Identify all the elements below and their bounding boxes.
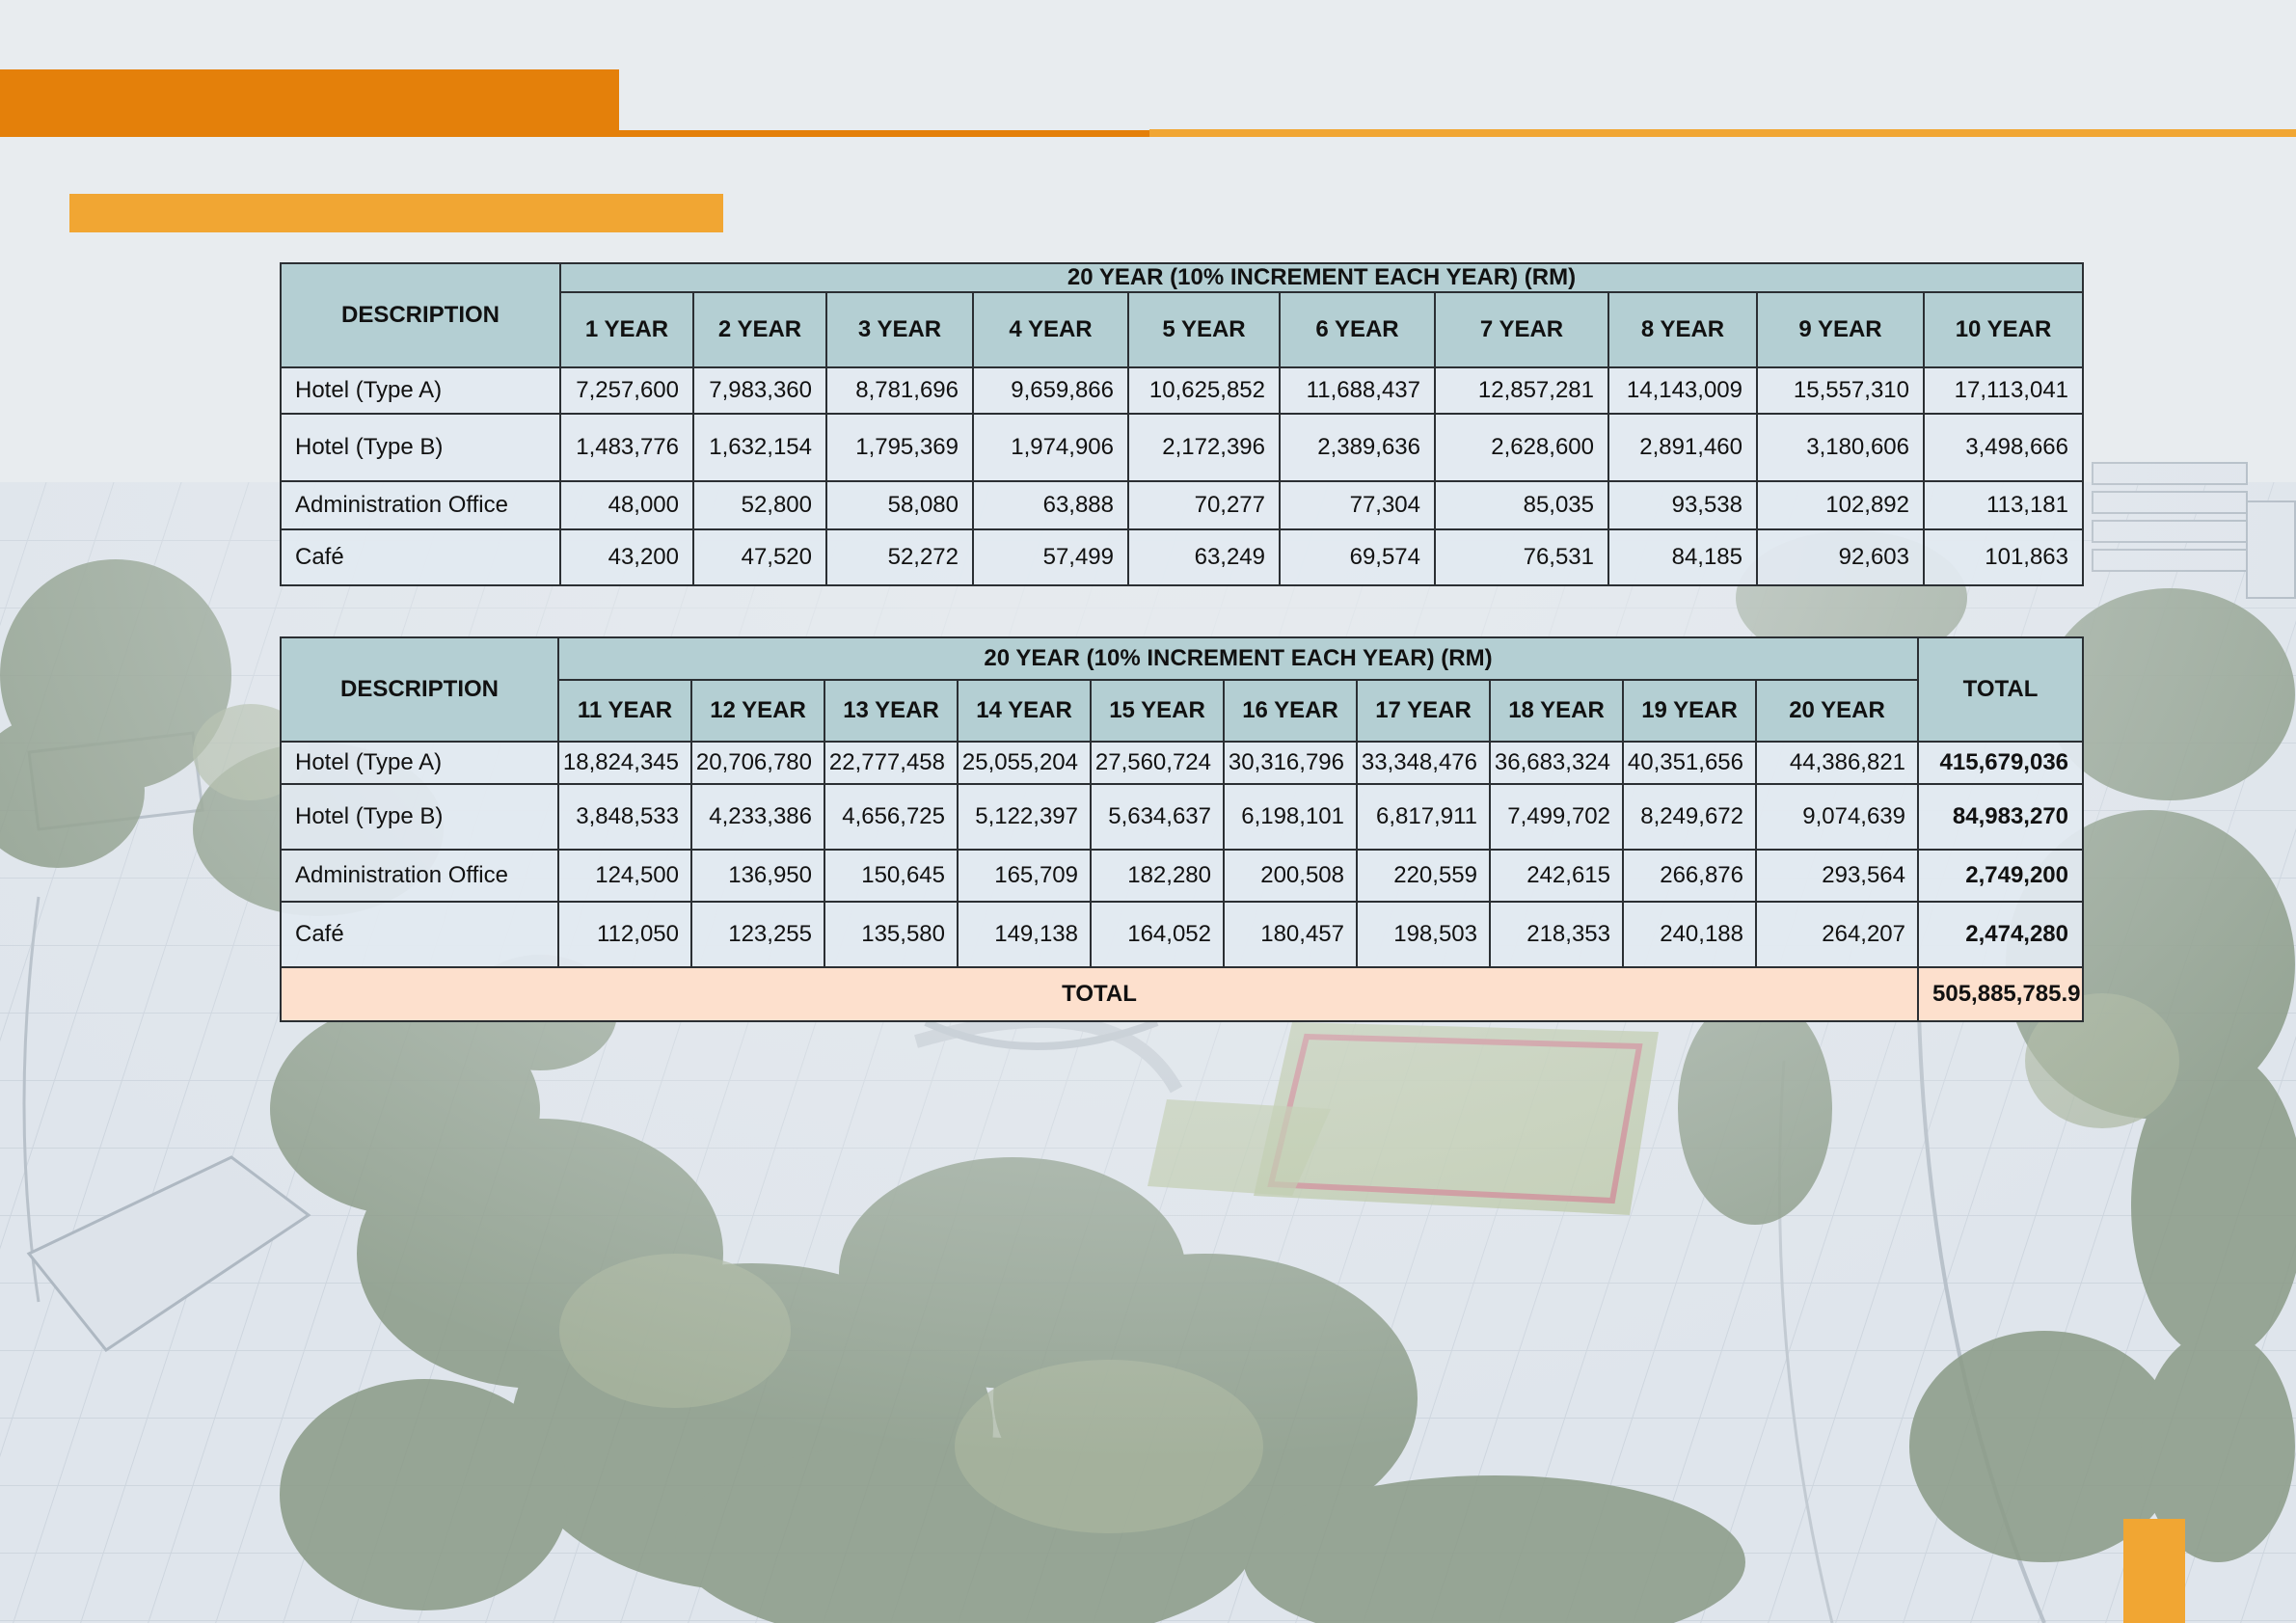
table-cell: 1,483,776 [560,414,693,481]
table-row [281,367,2083,414]
table-cell: 22,777,458 [824,742,958,784]
table-cell: 102,892 [1757,481,1924,529]
grand-total-label: TOTAL [281,967,1918,1021]
year-header: 20 YEAR [1756,680,1918,742]
table-cell: 165,709 [958,850,1091,902]
year-header: 10 YEAR [1924,292,2083,367]
table-cell: 58,080 [826,481,973,529]
year-header: 12 YEAR [691,680,824,742]
table-cell: 1,632,154 [693,414,826,481]
table-cell: 135,580 [824,902,958,967]
table-cell: 63,888 [973,481,1128,529]
cost-table-years-1-10 [280,262,2084,586]
table-cell: 4,233,386 [691,784,824,850]
table-cell: 182,280 [1091,850,1224,902]
row-total: 84,983,270 [1918,784,2083,850]
table-cell: 2,628,600 [1435,414,1608,481]
table-cell: 57,499 [973,529,1128,585]
table-cell: 9,659,866 [973,367,1128,414]
header-accent-bar [0,69,619,137]
year-header: 2 YEAR [693,292,826,367]
year-header: 17 YEAR [1357,680,1490,742]
year-header: 19 YEAR [1623,680,1756,742]
table-row [281,414,2083,481]
table-row [281,784,2083,850]
table-cell: 149,138 [958,902,1091,967]
table-cell: 1,974,906 [973,414,1128,481]
page-corner-accent [2123,1519,2185,1623]
table-cell: 70,277 [1128,481,1280,529]
table-row [281,742,2083,784]
row-label: Café [281,529,560,585]
row-label: Administration Office [281,850,558,902]
table-cell: 43,200 [560,529,693,585]
year-header: 16 YEAR [1224,680,1357,742]
row-total: 415,679,036 [1918,742,2083,784]
year-header: 11 YEAR [558,680,691,742]
table-cell: 15,557,310 [1757,367,1924,414]
table-cell: 1,795,369 [826,414,973,481]
table-cell: 264,207 [1756,902,1918,967]
table-cell: 164,052 [1091,902,1224,967]
total-header: TOTAL [1918,637,2083,742]
cost-table-years-11-20 [280,636,2084,1022]
year-header: 7 YEAR [1435,292,1608,367]
row-label: Hotel (Type A) [281,742,558,784]
row-label: Café [281,902,558,967]
table-cell: 7,257,600 [560,367,693,414]
table-row [281,902,2083,967]
table-cell: 293,564 [1756,850,1918,902]
table-cell: 220,559 [1357,850,1490,902]
table-cell: 3,848,533 [558,784,691,850]
table-cell: 40,351,656 [1623,742,1756,784]
year-header: 4 YEAR [973,292,1128,367]
table-row [281,850,2083,902]
table-cell: 25,055,204 [958,742,1091,784]
table-cell: 150,645 [824,850,958,902]
header-accent-line [619,130,1149,137]
table-cell: 52,800 [693,481,826,529]
year-header: 1 YEAR [560,292,693,367]
row-label: Hotel (Type B) [281,784,558,850]
desc-header: DESCRIPTION [281,263,560,367]
year-header: 9 YEAR [1757,292,1924,367]
grand-total-row [281,967,2083,1021]
table-cell: 124,500 [558,850,691,902]
table-cell: 101,863 [1924,529,2083,585]
table-cell: 8,781,696 [826,367,973,414]
table-cell: 17,113,041 [1924,367,2083,414]
grand-total-value: 505,885,785.9 [1918,967,2083,1021]
row-label: Hotel (Type A) [281,367,560,414]
year-header: 15 YEAR [1091,680,1224,742]
table-cell: 12,857,281 [1435,367,1608,414]
header-accent-line-light [1149,129,2296,137]
table-cell: 5,634,637 [1091,784,1224,850]
group-header: 20 YEAR (10% INCREMENT EACH YEAR) (RM) [560,263,2083,292]
table-cell: 9,074,639 [1756,784,1918,850]
table-cell: 47,520 [693,529,826,585]
table-cell: 3,180,606 [1757,414,1924,481]
table-cell: 218,353 [1490,902,1623,967]
table-cell: 198,503 [1357,902,1490,967]
table-cell: 7,983,360 [693,367,826,414]
row-total: 2,749,200 [1918,850,2083,902]
year-header: 8 YEAR [1608,292,1757,367]
table-cell: 85,035 [1435,481,1608,529]
row-label: Administration Office [281,481,560,529]
table-cell: 6,817,911 [1357,784,1490,850]
table-cell: 5,122,397 [958,784,1091,850]
table-cell: 136,950 [691,850,824,902]
table-cell: 2,389,636 [1280,414,1435,481]
year-header: 5 YEAR [1128,292,1280,367]
table-cell: 93,538 [1608,481,1757,529]
table-cell: 36,683,324 [1490,742,1623,784]
group-header: 20 YEAR (10% INCREMENT EACH YEAR) (RM) [558,637,1918,680]
table-cell: 7,499,702 [1490,784,1623,850]
table-cell: 180,457 [1224,902,1357,967]
table-cell: 18,824,345 [558,742,691,784]
table-cell: 63,249 [1128,529,1280,585]
table-cell: 240,188 [1623,902,1756,967]
table-cell: 4,656,725 [824,784,958,850]
table-cell: 92,603 [1757,529,1924,585]
table-cell: 8,249,672 [1623,784,1756,850]
table-cell: 48,000 [560,481,693,529]
table-cell: 76,531 [1435,529,1608,585]
table-cell: 77,304 [1280,481,1435,529]
table-cell: 200,508 [1224,850,1357,902]
desc-header: DESCRIPTION [281,637,558,742]
year-header: 6 YEAR [1280,292,1435,367]
table-cell: 6,198,101 [1224,784,1357,850]
table-cell: 14,143,009 [1608,367,1757,414]
table-cell: 10,625,852 [1128,367,1280,414]
table-cell: 27,560,724 [1091,742,1224,784]
table-row [281,529,2083,585]
year-header: 14 YEAR [958,680,1091,742]
subtitle-accent-bar [69,194,723,232]
table-cell: 44,386,821 [1756,742,1918,784]
table-cell: 52,272 [826,529,973,585]
year-header: 18 YEAR [1490,680,1623,742]
table-cell: 242,615 [1490,850,1623,902]
table-cell: 2,172,396 [1128,414,1280,481]
year-header: 3 YEAR [826,292,973,367]
table-cell: 84,185 [1608,529,1757,585]
table-cell: 30,316,796 [1224,742,1357,784]
table-cell: 113,181 [1924,481,2083,529]
row-total: 2,474,280 [1918,902,2083,967]
table-cell: 112,050 [558,902,691,967]
year-header: 13 YEAR [824,680,958,742]
row-label: Hotel (Type B) [281,414,560,481]
table-cell: 266,876 [1623,850,1756,902]
table-cell: 69,574 [1280,529,1435,585]
table-cell: 3,498,666 [1924,414,2083,481]
table-cell: 20,706,780 [691,742,824,784]
table-cell: 2,891,460 [1608,414,1757,481]
table-cell: 11,688,437 [1280,367,1435,414]
table-cell: 33,348,476 [1357,742,1490,784]
table-cell: 123,255 [691,902,824,967]
table-row [281,481,2083,529]
